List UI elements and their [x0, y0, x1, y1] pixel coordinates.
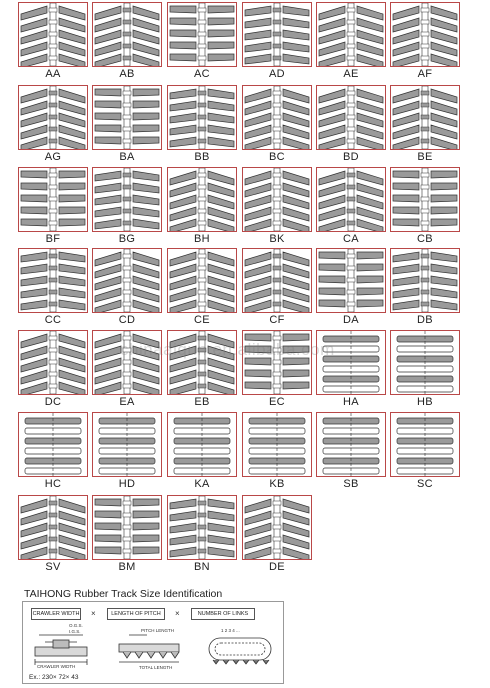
pattern-code-label: AD	[269, 68, 285, 80]
tread-pattern-cf	[242, 248, 312, 330]
pattern-code-label: DB	[417, 314, 433, 326]
tread-pattern-de	[242, 495, 312, 577]
pattern-code-label: EC	[269, 396, 285, 408]
tread-diagram	[390, 330, 460, 395]
pattern-code-label: SB	[343, 478, 359, 490]
tread-pattern-sv	[18, 495, 88, 577]
tread-pattern-bb	[167, 85, 237, 167]
tread-diagram	[18, 2, 88, 67]
pattern-code-label: BM	[118, 561, 136, 573]
size-identification-diagram	[22, 601, 284, 684]
pattern-code-label: BB	[194, 151, 210, 163]
dimension-drawings	[23, 602, 285, 685]
tread-diagram	[18, 330, 88, 395]
tread-diagram	[18, 85, 88, 150]
pattern-code-label: AA	[45, 68, 61, 80]
tread-diagram	[167, 412, 237, 477]
tread-pattern-be	[390, 85, 460, 167]
tread-pattern-bh	[167, 167, 237, 249]
tread-diagram	[167, 85, 237, 150]
cross-section-drawing	[35, 635, 87, 665]
tread-diagram	[92, 495, 162, 560]
tread-diagram	[242, 167, 312, 232]
tread-diagram	[18, 167, 88, 232]
pattern-code-label: BC	[269, 151, 285, 163]
tread-diagram	[316, 2, 386, 67]
tread-pattern-bd	[316, 85, 386, 167]
tread-pattern-bn	[167, 495, 237, 577]
tread-pattern-ae	[316, 2, 386, 84]
pattern-code-label: AE	[343, 68, 359, 80]
tread-diagram	[92, 85, 162, 150]
watermark: chinaaiqun.en.alibaba.com	[120, 340, 335, 359]
tread-diagram	[18, 248, 88, 313]
tread-pattern-ba	[92, 85, 162, 167]
tread-pattern-ka	[167, 412, 237, 494]
number-of-links-label: NUMBER OF LINKS	[191, 608, 255, 620]
pattern-code-label: EA	[119, 396, 135, 408]
pattern-code-label: AG	[44, 151, 62, 163]
total-length-label: TOTAL LENGTH	[139, 665, 173, 670]
tread-pattern-da	[316, 248, 386, 330]
tread-pattern-kb	[242, 412, 312, 494]
tread-pattern-cd	[92, 248, 162, 330]
length-of-pitch-label: LENGTH OF PITCH	[107, 608, 165, 620]
tread-pattern-ce	[167, 248, 237, 330]
tread-pattern-bk	[242, 167, 312, 249]
pattern-code-label: EB	[194, 396, 210, 408]
tread-pattern-ab	[92, 2, 162, 84]
crawler-width-dimension-label: CRAWLER WIDTH	[37, 664, 76, 669]
tread-diagram	[316, 412, 386, 477]
pattern-code-label: HD	[118, 478, 136, 490]
pattern-code-label: HA	[343, 396, 359, 408]
tread-diagram	[390, 85, 460, 150]
igs-label: I.G.S.	[69, 629, 81, 634]
pattern-code-label: CA	[343, 233, 359, 245]
tread-diagram	[242, 412, 312, 477]
pattern-code-label: BE	[417, 151, 433, 163]
tread-pattern-hc	[18, 412, 88, 494]
pattern-code-label: BK	[269, 233, 285, 245]
pattern-code-label: DA	[343, 314, 359, 326]
tread-pattern-db	[390, 248, 460, 330]
pattern-code-label: BH	[194, 233, 210, 245]
tread-diagram	[390, 248, 460, 313]
pattern-code-label: AB	[119, 68, 135, 80]
tread-diagram	[92, 167, 162, 232]
tread-pattern-ag	[18, 85, 88, 167]
pattern-code-label: SC	[417, 478, 433, 490]
pattern-code-label: KB	[269, 478, 285, 490]
tread-pattern-sb	[316, 412, 386, 494]
tread-pattern-af	[390, 2, 460, 84]
pitch-side-drawing	[119, 635, 179, 662]
tread-pattern-sc	[390, 412, 460, 494]
tread-diagram	[390, 412, 460, 477]
tread-pattern-dc	[18, 330, 88, 412]
size-identification-title: TAIHONG Rubber Track Size Identification	[24, 588, 223, 600]
pattern-code-label: BD	[343, 151, 359, 163]
pattern-code-label: AF	[417, 68, 433, 80]
tread-diagram	[316, 167, 386, 232]
pattern-code-label: DE	[269, 561, 285, 573]
tread-diagram	[167, 495, 237, 560]
pattern-code-label: BA	[119, 151, 135, 163]
tread-pattern-hb	[390, 330, 460, 412]
pattern-code-label: HB	[417, 396, 433, 408]
crawler-width-label: CRAWLER WIDTH	[31, 608, 81, 620]
pattern-code-label: BF	[45, 233, 61, 245]
tread-pattern-bc	[242, 85, 312, 167]
tread-diagram	[167, 248, 237, 313]
pattern-code-label: CE	[194, 314, 210, 326]
times-sign-1: ×	[91, 609, 96, 618]
pattern-code-label: HC	[44, 478, 62, 490]
tread-pattern-bm	[92, 495, 162, 577]
tread-diagram	[316, 85, 386, 150]
tread-diagram	[92, 412, 162, 477]
pattern-code-label: BN	[194, 561, 210, 573]
tread-pattern-ad	[242, 2, 312, 84]
tread-pattern-bf	[18, 167, 88, 249]
pattern-code-label: CF	[269, 314, 285, 326]
tread-diagram	[316, 248, 386, 313]
pattern-code-label: KA	[194, 478, 210, 490]
tread-pattern-aa	[18, 2, 88, 84]
pattern-code-label: CD	[118, 314, 136, 326]
tread-diagram	[242, 85, 312, 150]
pattern-code-label: AC	[194, 68, 210, 80]
pattern-code-label: BG	[118, 233, 136, 245]
example-size: Ex.: 230× 72× 43	[29, 674, 79, 681]
times-sign-2: ×	[175, 609, 180, 618]
tread-diagram	[242, 495, 312, 560]
pattern-code-label: DC	[44, 396, 62, 408]
tread-diagram	[390, 2, 460, 67]
ogs-label: O.G.S.	[69, 623, 83, 628]
tread-diagram	[167, 2, 237, 67]
tread-pattern-ca	[316, 167, 386, 249]
tread-diagram	[92, 2, 162, 67]
tread-pattern-cc	[18, 248, 88, 330]
tread-pattern-bg	[92, 167, 162, 249]
pattern-code-label: CB	[417, 233, 433, 245]
tread-diagram	[92, 248, 162, 313]
pitch-length-label: PITCH LENGTH	[141, 628, 175, 633]
tread-pattern-hd	[92, 412, 162, 494]
links-loop-drawing	[209, 638, 271, 664]
tread-diagram	[390, 167, 460, 232]
tread-diagram	[18, 412, 88, 477]
tread-diagram	[167, 167, 237, 232]
pattern-code-label: CC	[44, 314, 62, 326]
tread-diagram	[242, 2, 312, 67]
link-numbers-label: 1 2 3 4 ...	[221, 628, 240, 633]
tread-diagram	[18, 495, 88, 560]
tread-pattern-ac	[167, 2, 237, 84]
tread-pattern-cb	[390, 167, 460, 249]
pattern-code-label: SV	[45, 561, 61, 573]
tread-diagram	[242, 248, 312, 313]
